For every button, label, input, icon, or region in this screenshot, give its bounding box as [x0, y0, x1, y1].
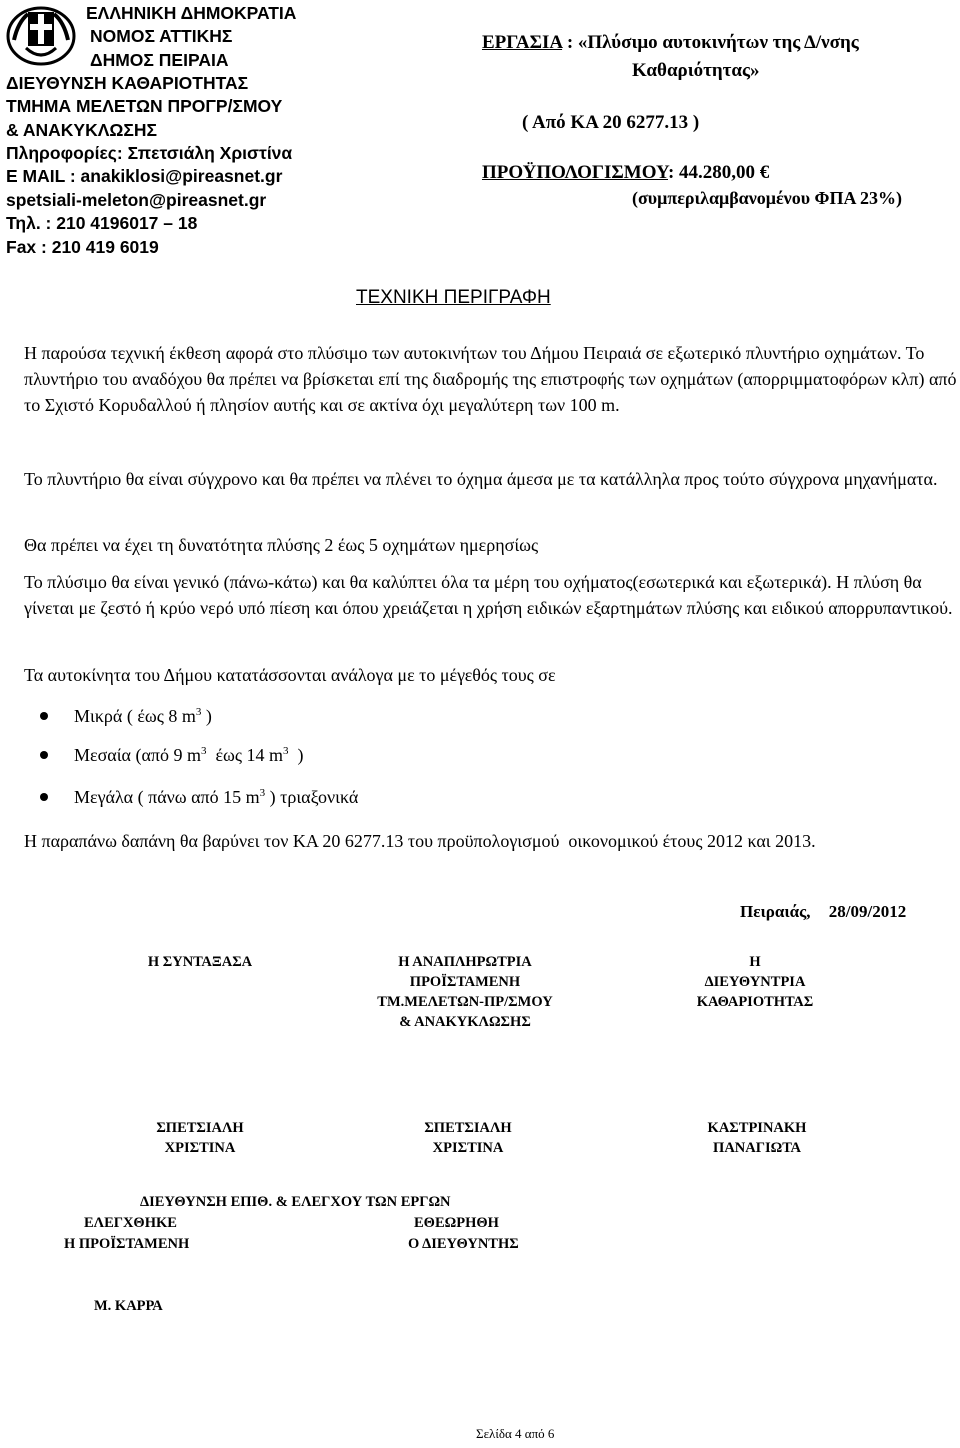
header-line: ΕΛΛΗΝΙΚΗ ΔΗΜΟΚΡΑΤΙΑ	[86, 3, 297, 23]
signature-title-author	[120, 952, 280, 972]
ka-reference: ( Από ΚΑ 20 6277.13 )	[522, 112, 700, 133]
greek-emblem-icon	[4, 2, 78, 66]
sig-title-line: Η ΣΥΝΤΑΞΑΣΑ	[147, 954, 253, 970]
sig-name-line: ΠΑΝΑΓΙΩΤΑ	[713, 1140, 801, 1156]
budget-line	[482, 162, 769, 184]
date: 28/09/2012	[828, 902, 907, 921]
signature-title-deputy	[360, 952, 570, 1032]
list-item	[40, 787, 358, 808]
signature-name-author	[120, 1118, 280, 1158]
paragraph: Θα πρέπει να έχει τη δυνατότητα πλύσης 2 έως 5 οχημάτων ημερησίως	[24, 535, 539, 555]
bullet-text-end: ) τριαξονικά	[265, 787, 359, 807]
paragraph: Τα αυτοκίνητα του Δήμου κατατάσσονται ανάλογα με το μέγεθός τους σε	[24, 665, 556, 685]
sig-title-line: ΚΑΘΑΡΙΟΤΗΤΑΣ	[696, 994, 814, 1010]
supervision-name: Μ. ΚΑΡΡΑ	[94, 1298, 163, 1314]
work-title-line-2: Καθαριότητας»	[632, 60, 760, 81]
signature-name-director	[672, 1118, 842, 1158]
contact-fax: Fax : 210 419 6019	[6, 236, 159, 257]
work-label: ΕΡΓΑΣΙΑ	[482, 32, 563, 53]
supervision-checked-by: Η ΠΡΟΪΣΤΑΜΕΝΗ	[64, 1236, 190, 1252]
bullet-sup: 3	[195, 706, 202, 718]
place-date	[740, 902, 906, 922]
contact-info: Πληροφορίες: Σπετσιάλη Χριστίνα	[6, 143, 293, 163]
vat-note: (συμπεριλαμβανομένου ΦΠΑ 23%)	[632, 188, 902, 208]
header-organization	[86, 2, 296, 72]
sig-name-line: ΣΠΕΤΣΙΑΛΗ	[424, 1120, 512, 1136]
sig-title-line: ΠΡΟΪΣΤΑΜΕΝΗ	[409, 974, 521, 990]
work-sep: :	[562, 32, 578, 53]
sig-name-line: ΚΑΣΤΡΙΝΑΚΗ	[707, 1120, 807, 1136]
bullet-sup: 3	[200, 745, 207, 757]
header-department	[6, 72, 282, 142]
bullet-icon	[40, 712, 48, 720]
bullet-icon	[40, 793, 48, 801]
bullet-text-end: )	[288, 745, 304, 765]
page-number: Σελίδα 4 από 6	[476, 1426, 555, 1441]
supervision-checked: ΕΛΕΓΧΘΗΚΕ	[84, 1215, 177, 1231]
sig-title-line: & ΑΝΑΚΥΚΛΩΣΗΣ	[399, 1014, 531, 1030]
paragraph-closing	[24, 822, 958, 860]
bullet-text-mid: έως 14 m	[206, 745, 284, 765]
header-line: ΔΙΕΥΘΥΝΣΗ ΚΑΘΑΡΙΟΤΗΤΑΣ	[6, 73, 249, 93]
supervision-approved: ΕΘΕΩΡΗΘΗ	[414, 1215, 499, 1231]
signature-title-director	[670, 952, 840, 1012]
bullet-icon	[40, 751, 48, 759]
paragraph: Η παραπάνω δαπάνη θα βαρύνει τον ΚΑ 20 6277.13 του προϋπολογισμού οικονομικού έτους 2012 και 2013.	[24, 831, 816, 851]
work-title-line-1	[482, 32, 859, 54]
sig-title-line: Η ΑΝΑΠΛΗΡΩΤΡΙΑ	[398, 954, 532, 970]
list-item	[40, 745, 304, 766]
budget-label: ΠΡΟΫΠΟΛΟΓΙΣΜΟΥ	[482, 162, 668, 183]
header-line: ΤΜΗΜΑ ΜΕΛΕΤΩΝ ΠΡΟΓΡ/ΣΜΟΥ	[6, 96, 283, 117]
signature-name-deputy	[388, 1118, 548, 1158]
paragraph-modern	[24, 466, 958, 492]
header-line: ΔΗΜΟΣ ΠΕΙΡΑΙΑ	[90, 49, 229, 70]
sig-title-line: Η	[749, 954, 761, 970]
bullet-sup-2: 3	[283, 745, 289, 757]
contact-phone: Τηλ. : 210 4196017 – 18	[6, 213, 198, 234]
paragraph-capacity	[24, 532, 958, 558]
budget-value: : 44.280,00 €	[667, 162, 770, 183]
paragraph: Το πλύσιμο θα είναι γενικό (πάνω-κάτω) και θα καλύπτει όλα τα μέρη του οχήματος(εσωτερικά και εξωτερικά). Η πλύση θα γίνεται με ζεστό ή κρύο νερό υπό πίεση και όπου χρειάζεται η χρήση ειδικών εξαρτημάτων πλύσης και ειδικού απορρυπαντικού.	[24, 572, 953, 619]
sig-name-line: ΧΡΙΣΤΙΝΑ	[164, 1140, 236, 1156]
sig-name-line: ΧΡΙΣΤΙΝΑ	[432, 1140, 504, 1156]
header-line: & ΑΝΑΚΥΚΛΩΣΗΣ	[6, 119, 158, 140]
paragraph-intro	[24, 340, 958, 419]
list-item	[40, 706, 212, 727]
supervision-approved-by: Ο ΔΙΕΥΘΥΝΤΗΣ	[408, 1236, 519, 1252]
paragraph-washing	[24, 569, 958, 621]
sig-title-line: ΔΙΕΥΘΥΝΤΡΙΑ	[704, 974, 806, 990]
paragraph: Η παρούσα τεχνική έκθεση αφορά στο πλύσιμο των αυτοκινήτων του Δήμου Πειραιά σε εξωτερικό πλυντήριο οχημάτων. Το πλυντήριο του αναδόχου θα πρέπει να βρίσκεται επί της διαδρομής της επιστροφής των οχημάτων (απορριμματοφόρων κλπ) από το Σχιστό Κορυδαλλού ή πλησίον αυτής και σε ακτίνα όχι μεγαλύτερη των 100 m.	[24, 343, 957, 416]
section-title: ΤΕΧΝΙΚΗ ΠΕΡΙΓΡΑΦΗ	[356, 287, 551, 308]
supervision-title: ΔΙΕΥΘΥΝΣΗ ΕΠΙΘ. & ΕΛΕΓΧΟΥ ΤΩΝ ΕΡΓΩΝ	[140, 1194, 451, 1210]
bullet-text: Μεγάλα ( πάνω από 15 m	[74, 787, 260, 807]
header-line: ΝΟΜΟΣ ΑΤΤΙΚΗΣ	[90, 26, 233, 47]
paragraph: Το πλυντήριο θα είναι σύγχρονο και θα πρέπει να πλένει το όχημα άμεσα με τα κατάλληλα προς τούτο σύγχρονα μηχανήματα.	[24, 469, 938, 489]
header-contact	[6, 142, 292, 259]
sig-name-line: ΣΠΕΤΣΙΑΛΗ	[156, 1120, 244, 1136]
sig-title-line: ΤΜ.ΜΕΛΕΤΩΝ-ΠΡ/ΣΜΟΥ	[377, 994, 553, 1010]
place: Πειραιάς,	[740, 902, 811, 921]
contact-email-2: spetsiali-meleton@pireasnet.gr	[6, 189, 267, 210]
bullet-text-end: )	[201, 706, 212, 726]
paragraph-categories	[24, 662, 958, 688]
bullet-text: Μικρά ( έως 8 m	[74, 706, 196, 726]
contact-email: E MAIL : anakiklosi@pireasnet.gr	[6, 166, 283, 187]
bullet-sup: 3	[259, 787, 266, 799]
bullet-text: Μεσαία (από 9 m	[74, 745, 201, 765]
work-title: «Πλύσιμο αυτοκινήτων της Δ/νσης	[577, 32, 859, 53]
